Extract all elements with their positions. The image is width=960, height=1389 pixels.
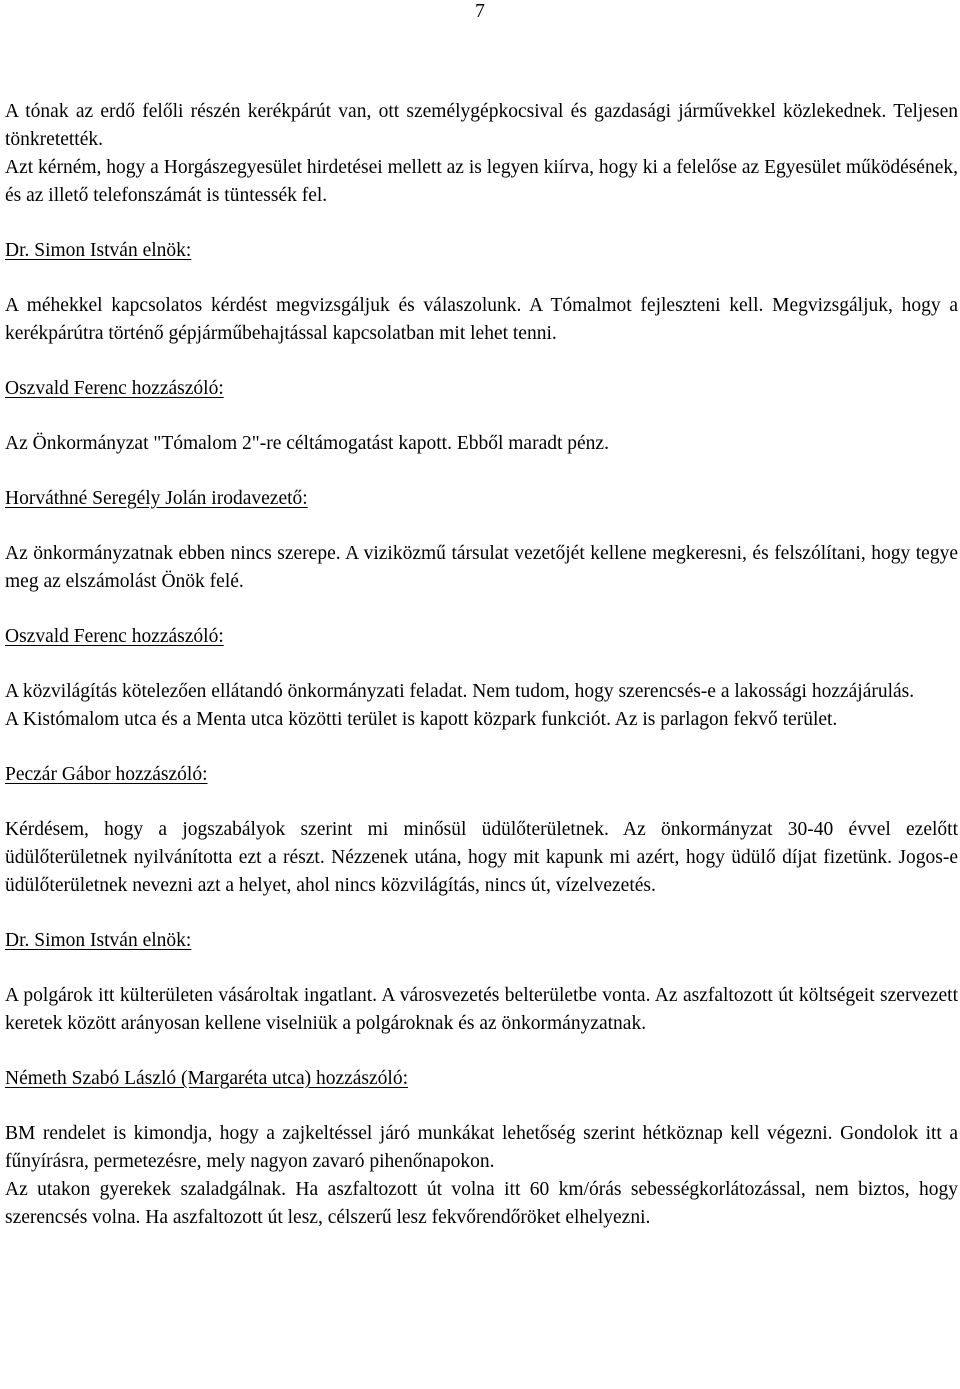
speaker-heading: Dr. Simon István elnök: [5, 930, 192, 951]
page-number: 7 [475, 1, 485, 22]
speaker-heading: Dr. Simon István elnök: [5, 240, 192, 261]
speaker-heading: Oszvald Ferenc hozzászóló: [5, 378, 224, 399]
paragraph: Kérdésem, hogy a jogszabályok szerint mi minősül üdülőterületnek. Az önkormányzat 30-40 évvel ezelőtt üdülőterületnek nyilvánította ezt a részt. Nézzenek utána, hogy mit kapunk mi azért, hogy üdülő díjat fizetünk. Jogos-e üdülőterületnek nevezni azt a helyet, ahol nincs közvilágítás, nincs út, vízelvezetés. [5, 819, 958, 896]
paragraph: Az önkormányzatnak ebben nincs szerepe. A viziközmű társulat vezetőjét kellene megkeresni, és felszólítani, hogy tegye meg az elszámolást Önök felé. [5, 543, 958, 592]
document-body [5, 98, 958, 1232]
speaker-heading: Horváthné Seregély Jolán irodavezető: [5, 488, 308, 509]
paragraph: A polgárok itt külterületen vásároltak ingatlant. A városvezetés belterületbe vonta. Az aszfaltozott út költségeit szervezett keretek között arányosan kellene viselniük a polgároknak és az önkormányzatnak. [5, 985, 958, 1034]
paragraph: Azt kérném, hogy a Horgászegyesület hirdetései mellett az is legyen kiírva, hogy ki a felelőse az Egyesület működésének, és az illető telefonszámát is tüntessék fel. [5, 157, 958, 206]
paragraph: A méhekkel kapcsolatos kérdést megvizsgáljuk és válaszolunk. A Tómalmot fejleszteni kell. Megvizsgáljuk, hogy a kerékpárútra történő gépjárműbehajtással kapcsolatban mit lehet tenni. [5, 295, 958, 344]
paragraph: Az utakon gyerekek szaladgálnak. Ha aszfaltozott út volna itt 60 km/órás sebességkorlátozással, nem biztos, hogy szerencsés volna. Ha aszfaltozott út lesz, célszerű lesz fekvőrendőröket elhelyezni. [5, 1179, 958, 1228]
paragraph: A Kistómalom utca és a Menta utca közötti terület is kapott közpark funkciót. Az is parlagon fekvő terület. [5, 709, 838, 730]
speaker-heading: Németh Szabó László (Margaréta utca) hozzászóló: [5, 1068, 409, 1089]
paragraph: A tónak az erdő felőli részén kerékpárút van, ott személygépkocsival és gazdasági járművekkel közlekednek. Teljesen tönkretették. [5, 101, 958, 150]
speaker-heading: Oszvald Ferenc hozzászóló: [5, 626, 224, 647]
paragraph: A közvilágítás kötelezően ellátandó önkormányzati feladat. Nem tudom, hogy szerencsés-e a lakossági hozzájárulás. [5, 681, 915, 702]
paragraph: BM rendelet is kimondja, hogy a zajkeltéssel járó munkákat lehetőség szerint hétköznap kell végezni. Gondolok itt a fűnyírásra, permetezésre, mely nagyon zavaró pihenőnapokon. [5, 1123, 958, 1172]
paragraph: Az Önkormányzat "Tómalom 2"-re céltámogatást kapott. Ebből maradt pénz. [5, 433, 609, 454]
speaker-heading: Peczár Gábor hozzászóló: [5, 764, 208, 785]
